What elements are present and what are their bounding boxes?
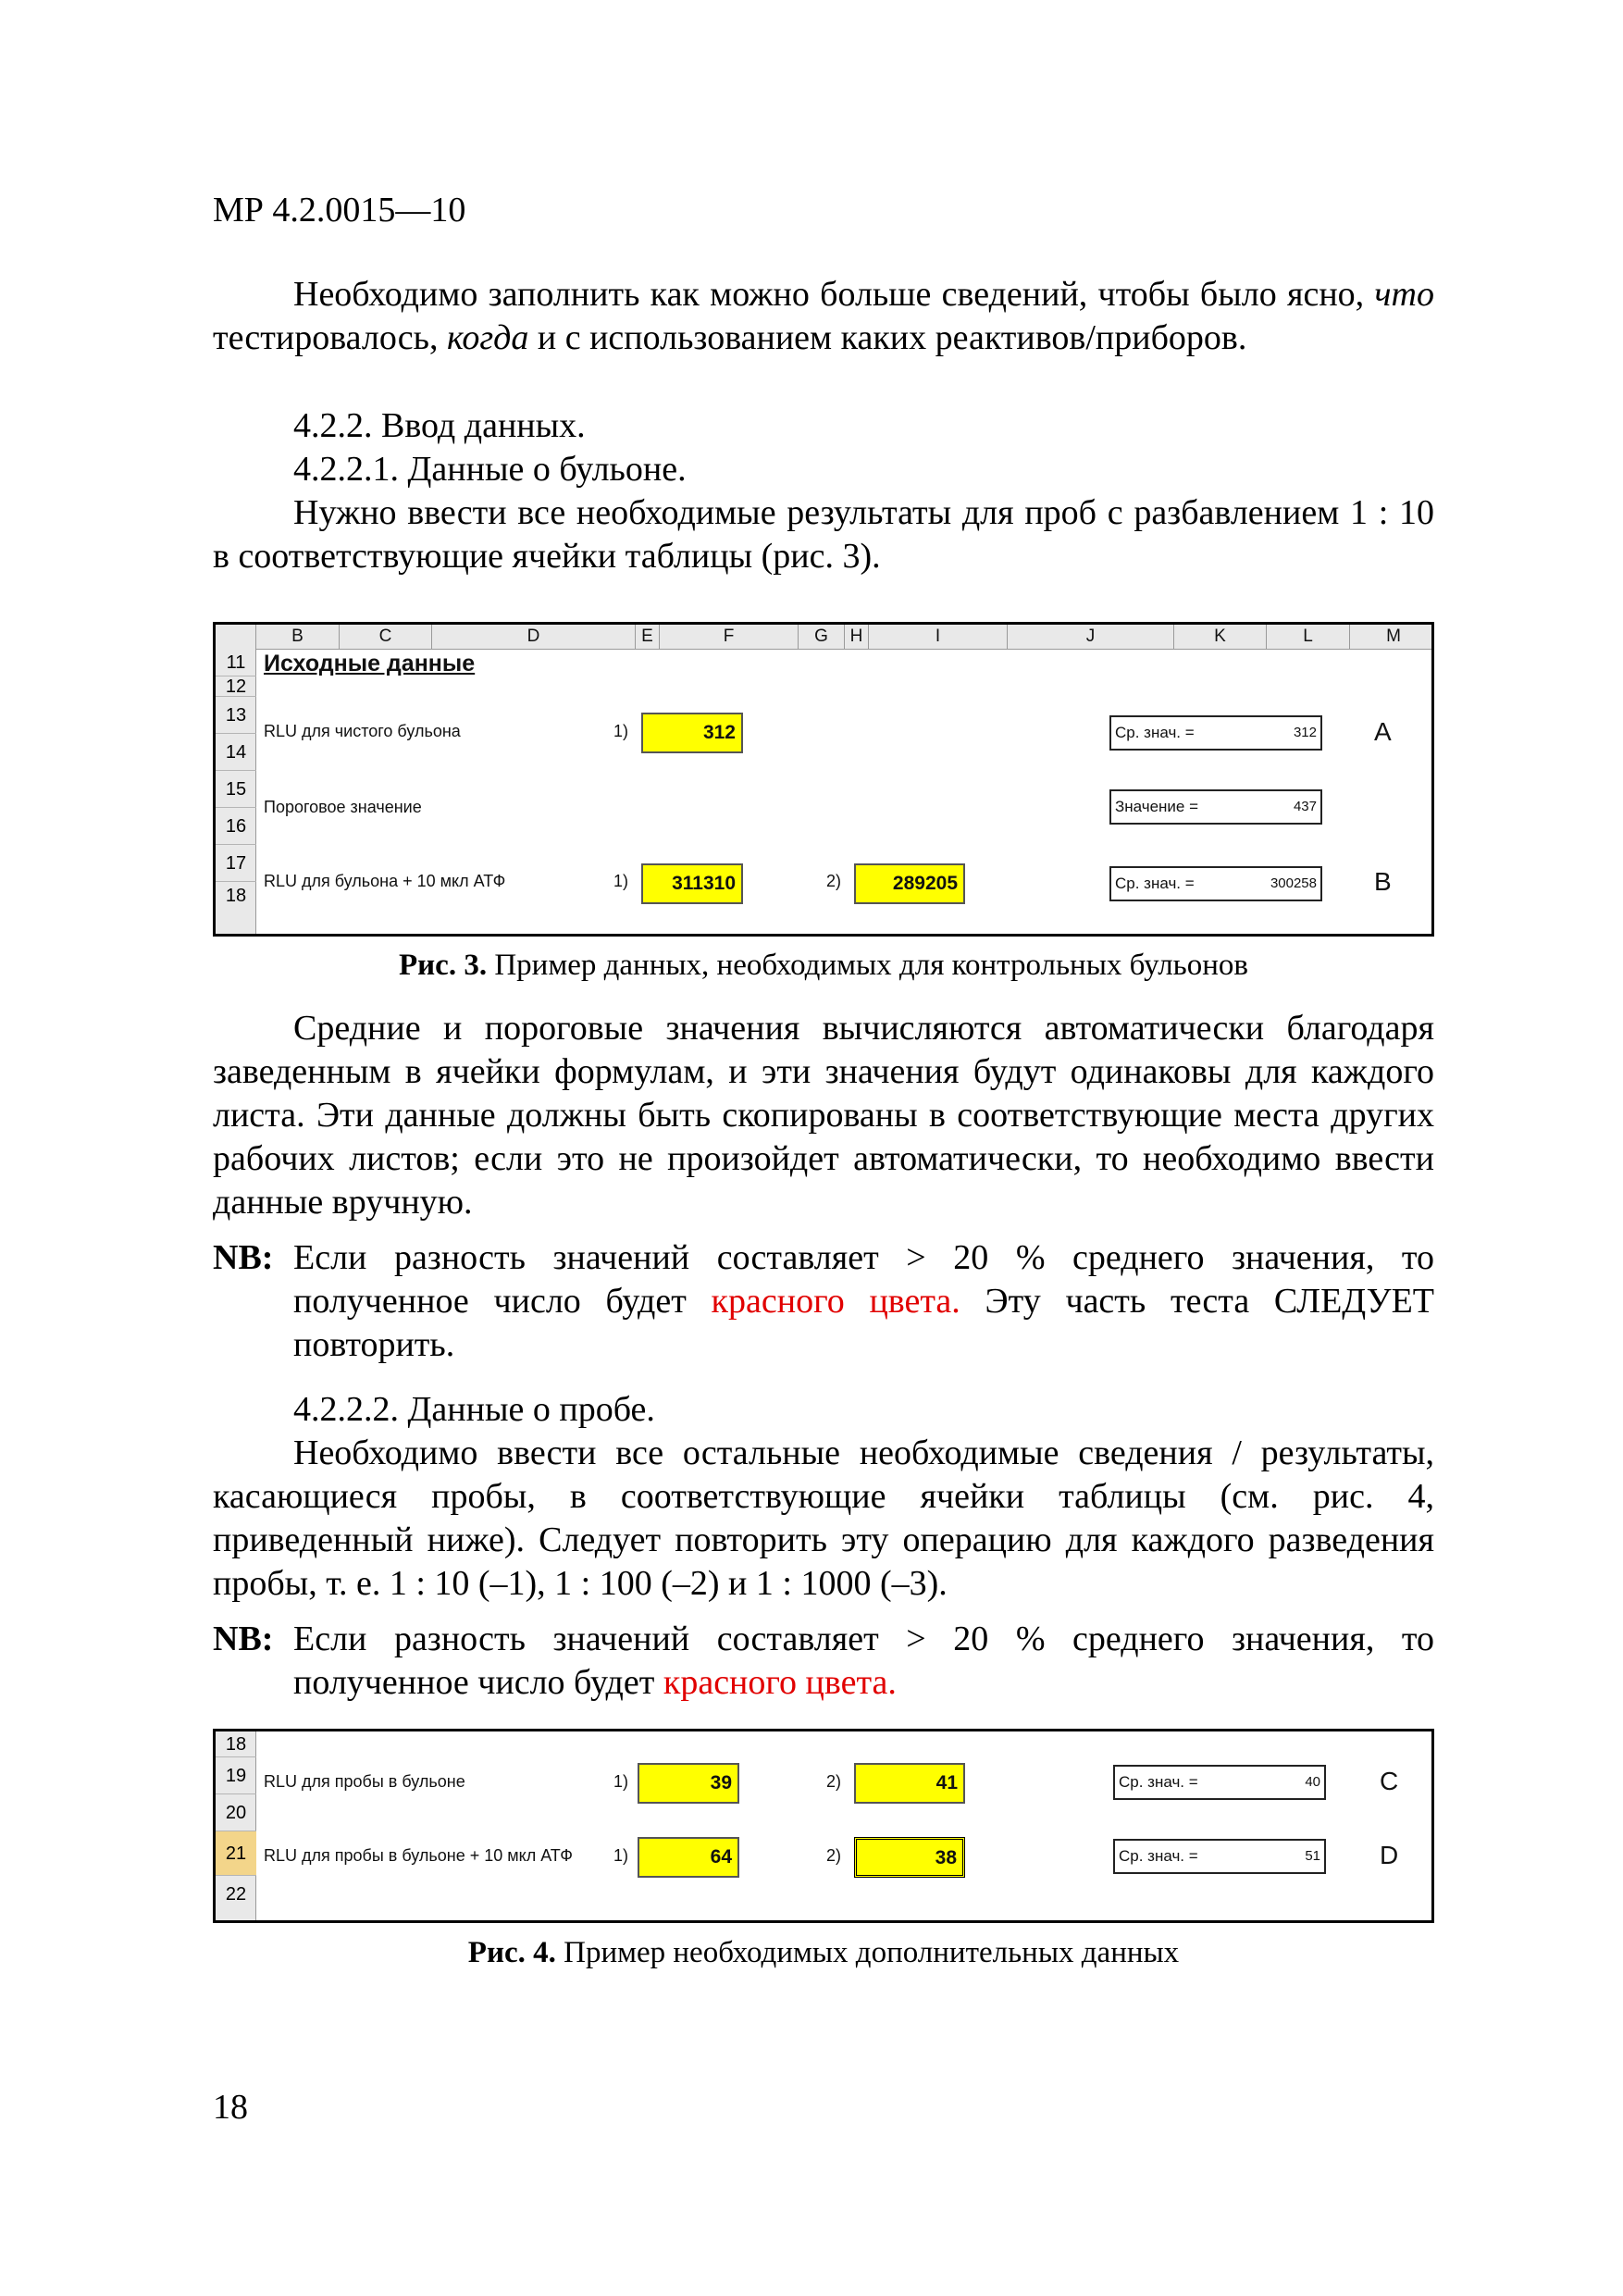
mark-1: 1) (613, 1772, 629, 1791)
section-4-2-2-2: 4.2.2.2. Данные о пробе. (293, 1390, 655, 1429)
figure-3-caption: Рис. 3. Пример данных, необходимых для контрольных бульонов (399, 949, 1248, 982)
paragraph-4: Необходимо ввести все остальные необходимые сведения / результаты, касающиеся пробы, в соответствующие ячейки таблицы (см. рис. 4, приведенный ниже). Следует повторить эту операцию для каждого разведения пробы, т. е. 1 : 10 (–1), 1 : 100 (–2) и 1 : 1000 (–3). (213, 1433, 1434, 1603)
figure-4-caption: Рис. 4. Пример необходимых дополнительных данных (467, 1936, 1180, 1969)
row19-label: RLU для пробы в бульоне (264, 1772, 465, 1791)
paragraph-1: Необходимо заполнить как можно больше сведений, чтобы было ясно, что тестировалось, когда и с использованием каких реактивов/приборов. (213, 275, 1434, 357)
avg-box-row13: Ср. знач. = 312 (1109, 715, 1322, 751)
letter-a: A (1374, 717, 1392, 746)
mark-1: 1) (613, 722, 629, 740)
letter-c: C (1380, 1767, 1399, 1795)
mark-1: 1) (613, 872, 629, 890)
mark-2: 2) (826, 1846, 842, 1865)
section-4-2-2-1: 4.2.2.1. Данные о бульоне. (293, 450, 687, 489)
input-cell-f21[interactable]: 64 (638, 1837, 739, 1878)
row-header-column: 18 19 20 21 22 (216, 1731, 256, 1923)
active-input-cell-i21[interactable]: 38 (854, 1837, 965, 1878)
row15-label: Пороговое значение (264, 798, 422, 816)
row13-label: RLU для чистого бульона (264, 722, 461, 740)
paragraph-2: Нужно ввести все необходимые результаты для проб с разбавлением 1 : 10 в соответствующие ячейки таблицы (рис. 3). (213, 493, 1434, 576)
mark-1: 1) (613, 1846, 629, 1865)
mark-2: 2) (826, 1772, 842, 1791)
nb-note-1: NB: Если разность значений составляет > 20 % среднего значения, то полученное число будет красного цвета. Эту часть теста СЛЕДУЕТ повторить. (213, 1238, 1435, 1364)
avg-box-row17: Ср. знач. = 300258 (1109, 866, 1322, 901)
threshold-box-row15: Значение = 437 (1109, 789, 1322, 825)
page-number: 18 (213, 2088, 248, 2127)
input-cell-f13[interactable]: 312 (641, 713, 743, 753)
row17-label: RLU для бульона + 10 мкл АТФ (264, 872, 506, 890)
figure-3-spreadsheet (213, 622, 1434, 937)
section-4-2-2: 4.2.2. Ввод данных. (293, 406, 586, 445)
input-cell-f17[interactable]: 311310 (641, 863, 743, 904)
avg-box-row19: Ср. знач. = 40 (1113, 1765, 1326, 1800)
input-cell-i17[interactable]: 289205 (854, 863, 965, 904)
sheet-title: Исходные данные (264, 651, 476, 676)
input-cell-f19[interactable]: 39 (638, 1763, 739, 1804)
row21-label: RLU для пробы в бульоне + 10 мкл АТФ (264, 1846, 573, 1865)
avg-box-row21: Ср. знач. = 51 (1113, 1839, 1326, 1874)
document-header: МР 4.2.0015—10 (213, 191, 466, 230)
row-header-column: 11 12 13 14 15 16 17 18 (216, 649, 256, 937)
letter-b: B (1374, 867, 1392, 896)
figure-4-spreadsheet (213, 1729, 1434, 1923)
mark-2: 2) (826, 872, 842, 890)
nb-note-2: NB: Если разность значений составляет > 20 % среднего значения, то полученное число будет красного цвета. (213, 1620, 1434, 1702)
input-cell-i19[interactable]: 41 (854, 1763, 965, 1804)
column-header-row: B C D E F G H I J K L M (216, 625, 1431, 650)
paragraph-3: Средние и пороговые значения вычисляются автоматически благодаря заведенным в ячейки формулам, и эти значения будут одинаковы для каждого листа. Эти данные должны быть скопированы в соответствующие места других рабочих листов; если это не произойдет автоматически, то необходимо ввести данные вручную. (213, 1009, 1434, 1222)
letter-d: D (1380, 1841, 1399, 1869)
